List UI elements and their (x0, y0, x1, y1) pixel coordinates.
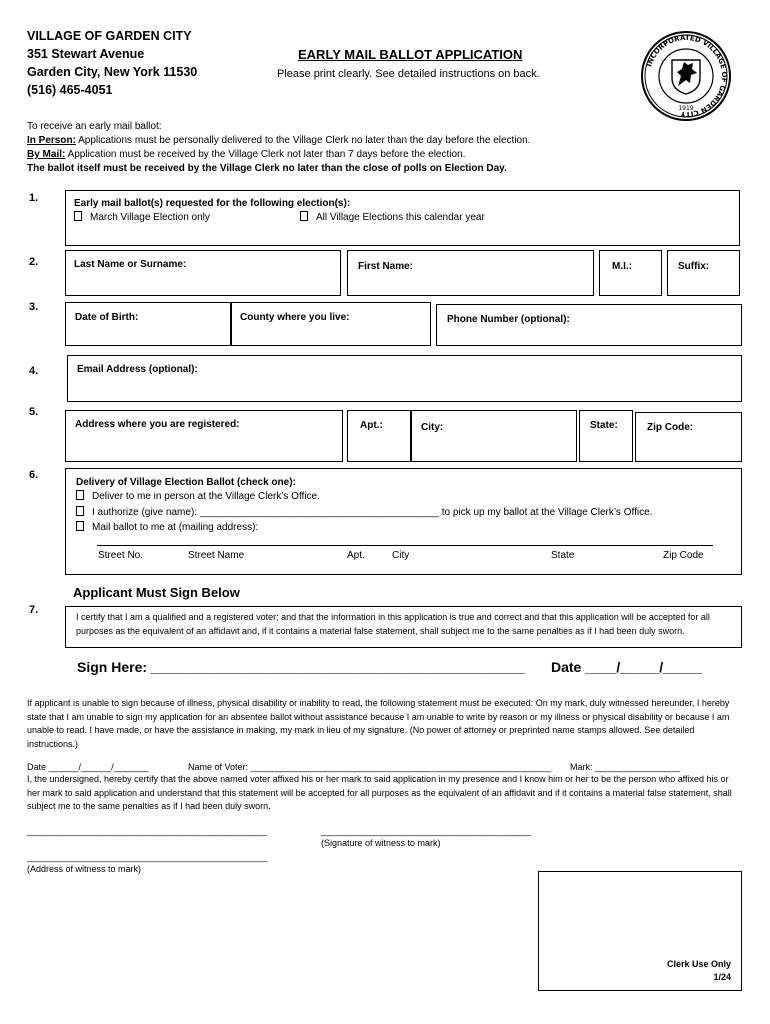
header-address-block (27, 27, 197, 99)
all-elections-label: All Village Elections this calendar year (316, 212, 485, 223)
all-elections-option[interactable] (300, 211, 485, 225)
city-label: City: (421, 422, 444, 433)
last-name-field[interactable] (65, 250, 341, 296)
certification-box (65, 606, 742, 648)
sign-heading: Applicant Must Sign Below (73, 585, 240, 600)
authorize-pickup-text-a: I authorize (give name): (92, 507, 200, 518)
in-person-line (27, 134, 747, 148)
zip-code-field[interactable] (635, 412, 742, 462)
last-name-label: Last Name or Surname: (74, 259, 187, 270)
unable-to-sign-paragraph: If applicant is unable to sign because of illness, physical disability or inability to read, the following statement must be executed: On my mark, duly witnessed hereunder, I hereby state that I am unable to sign my application for an absentee ballot without assistance because I am unable to write by reason or my illness or physical disability or because I am unable to read. I have made, or have the assistance in making, my mark in lieu of my signature. (No power of attorney or preprinted name stamps allowed. See detailed instructions.) (27, 698, 730, 749)
all-elections-checkbox[interactable] (300, 211, 308, 221)
form-subtitle: Please print clearly. See detailed instructions on back. (277, 68, 540, 80)
by-mail-text: Application must be received by the Village Clerk not later than 7 days before the election. (65, 149, 466, 160)
addr-street-no-label: Street No. (98, 550, 144, 561)
clerk-use-label: Clerk Use Only (666, 959, 731, 969)
state-field[interactable] (579, 410, 633, 462)
witness-line-left-1[interactable]: ________________________________________________ (27, 826, 268, 836)
intro-block (27, 120, 747, 176)
first-name-field[interactable] (347, 250, 594, 296)
suffix-label: Suffix: (678, 261, 710, 272)
deliver-in-person-label: Deliver to me in person at the Village Clerk’s Office. (92, 491, 320, 502)
section-7-number: 7. (29, 604, 39, 616)
witness-signature-line[interactable]: __________________________________________ (321, 826, 532, 836)
first-name-label: First Name: (358, 261, 414, 272)
election-choice-label: Early mail ballot(s) requested for the following election(s): (74, 198, 351, 209)
phone-number-field[interactable] (436, 304, 742, 346)
certification-text: I certify that I am a qualified and a registered voter; and that the information in this application is true and correct and that this application will be accepted for all purposes as the equivalent of an affidavit and, if it contains a material false statement, shall subject me to the same penalties as if I had been duly sworn. (76, 612, 710, 636)
clerk-form-code: 1/24 (713, 972, 731, 982)
ballot-delivery-label: Delivery of Village Election Ballot (check one): (76, 477, 296, 488)
addr-street-name-label: Street Name (188, 550, 245, 561)
org-street: 351 Stewart Avenue (27, 47, 145, 61)
date-of-birth-label: Date of Birth: (75, 312, 139, 323)
county-label: County where you live: (240, 312, 350, 323)
county-field[interactable] (231, 302, 431, 346)
section-1-number: 1. (29, 192, 39, 204)
mark-date-line[interactable]: Date ______/______/_______ (27, 762, 149, 772)
authorize-pickup-option[interactable] (76, 506, 652, 520)
suffix-field[interactable] (667, 250, 740, 296)
mail-ballot-label: Mail ballot to me at (mailing address): (92, 522, 259, 533)
addr-apt-label: Apt. (347, 550, 365, 561)
middle-initial-label: M.I.: (612, 261, 632, 272)
section-6-number: 6. (29, 469, 39, 481)
march-election-label: March Village Election only (90, 212, 210, 223)
org-phone: (516) 465-4051 (27, 83, 113, 97)
zip-code-label: Zip Code: (647, 422, 694, 433)
clerk-use-box (538, 871, 742, 991)
deliver-in-person-option[interactable] (76, 490, 320, 504)
sign-here-line[interactable]: Sign Here: ________________________________________________ (77, 659, 525, 675)
ballot-deadline-line: The ballot itself must be received by the Village Clerk no later than the close of polls on Election Day. (27, 163, 507, 174)
apt-field[interactable] (347, 410, 411, 462)
mark-line[interactable]: Mark: _________________ (570, 762, 681, 772)
section-2-number: 2. (29, 256, 39, 268)
authorize-name-blank[interactable]: ___________________________________________ (199, 507, 439, 518)
witness-signature-label: (Signature of witness to mark) (321, 838, 441, 848)
middle-initial-field[interactable] (599, 250, 662, 296)
svg-text:INCORPORATED VILLAGE OF GARDEN: INCORPORATED VILLAGE OF GARDEN CITY (645, 33, 729, 119)
registered-address-label: Address where you are registered: (75, 419, 240, 430)
addr-zip-label: Zip Code (663, 550, 704, 561)
witness-address-line[interactable]: ________________________________________________ (27, 852, 268, 862)
org-name: VILLAGE OF GARDEN CITY (27, 29, 192, 43)
march-election-checkbox[interactable] (74, 211, 82, 221)
section-3-number: 3. (29, 301, 39, 313)
election-choice-box (65, 190, 740, 246)
in-person-text: Applications must be personally delivered to the Village Clerk no later than the day before the election. (75, 135, 531, 146)
date-of-birth-field[interactable] (65, 302, 231, 346)
ballot-delivery-box (65, 468, 742, 575)
email-address-label: Email Address (optional): (77, 364, 198, 375)
march-election-option[interactable] (74, 211, 210, 225)
city-field[interactable] (411, 410, 577, 462)
section-4-number: 4. (29, 365, 39, 377)
voter-name-line[interactable]: Name of Voter: ____________________________________________________________ (188, 762, 551, 772)
witness-address-label: (Address of witness to mark) (27, 864, 142, 874)
mail-ballot-option[interactable] (76, 521, 258, 535)
intro-line: To receive an early mail ballot: (27, 121, 162, 132)
form-title: EARLY MAIL BALLOT APPLICATION (298, 47, 523, 62)
email-address-field[interactable] (67, 355, 742, 402)
authorize-pickup-text-b: to pick up my ballot at the Village Clerk’s Office. (438, 507, 653, 518)
sign-date-line[interactable]: Date ____/_____/_____ (551, 659, 703, 675)
section-5-number: 5. (29, 406, 39, 418)
mailing-address-line[interactable] (97, 545, 713, 546)
authorize-pickup-checkbox[interactable] (76, 506, 84, 516)
org-city: Garden City, New York 11530 (27, 65, 198, 79)
phone-number-label: Phone Number (optional): (447, 314, 570, 325)
by-mail-label: By Mail: (27, 149, 66, 160)
village-seal-logo (640, 30, 732, 122)
state-label: State: (590, 420, 618, 431)
addr-state-label: State (551, 550, 575, 561)
registered-address-field[interactable] (65, 410, 343, 462)
mail-ballot-checkbox[interactable] (76, 521, 84, 531)
witness-certification-paragraph: I, the undersigned, hereby certify that the above named voter affixed his or her mark to said application in my presence and I know him or her to be the person who affixed his or her mark to said application and understand that this statement will be accepted for all purposes as the equivalent of an affidavit and if it contains a material false statement, shall subject me to the same penalties as if I had been duly sworn. (27, 774, 732, 811)
apt-label: Apt.: (360, 420, 383, 431)
in-person-label: In Person: (27, 135, 76, 146)
deliver-in-person-checkbox[interactable] (76, 490, 84, 500)
addr-city-label: City (392, 550, 410, 561)
by-mail-line (27, 148, 747, 162)
svg-text:1919: 1919 (678, 105, 694, 112)
